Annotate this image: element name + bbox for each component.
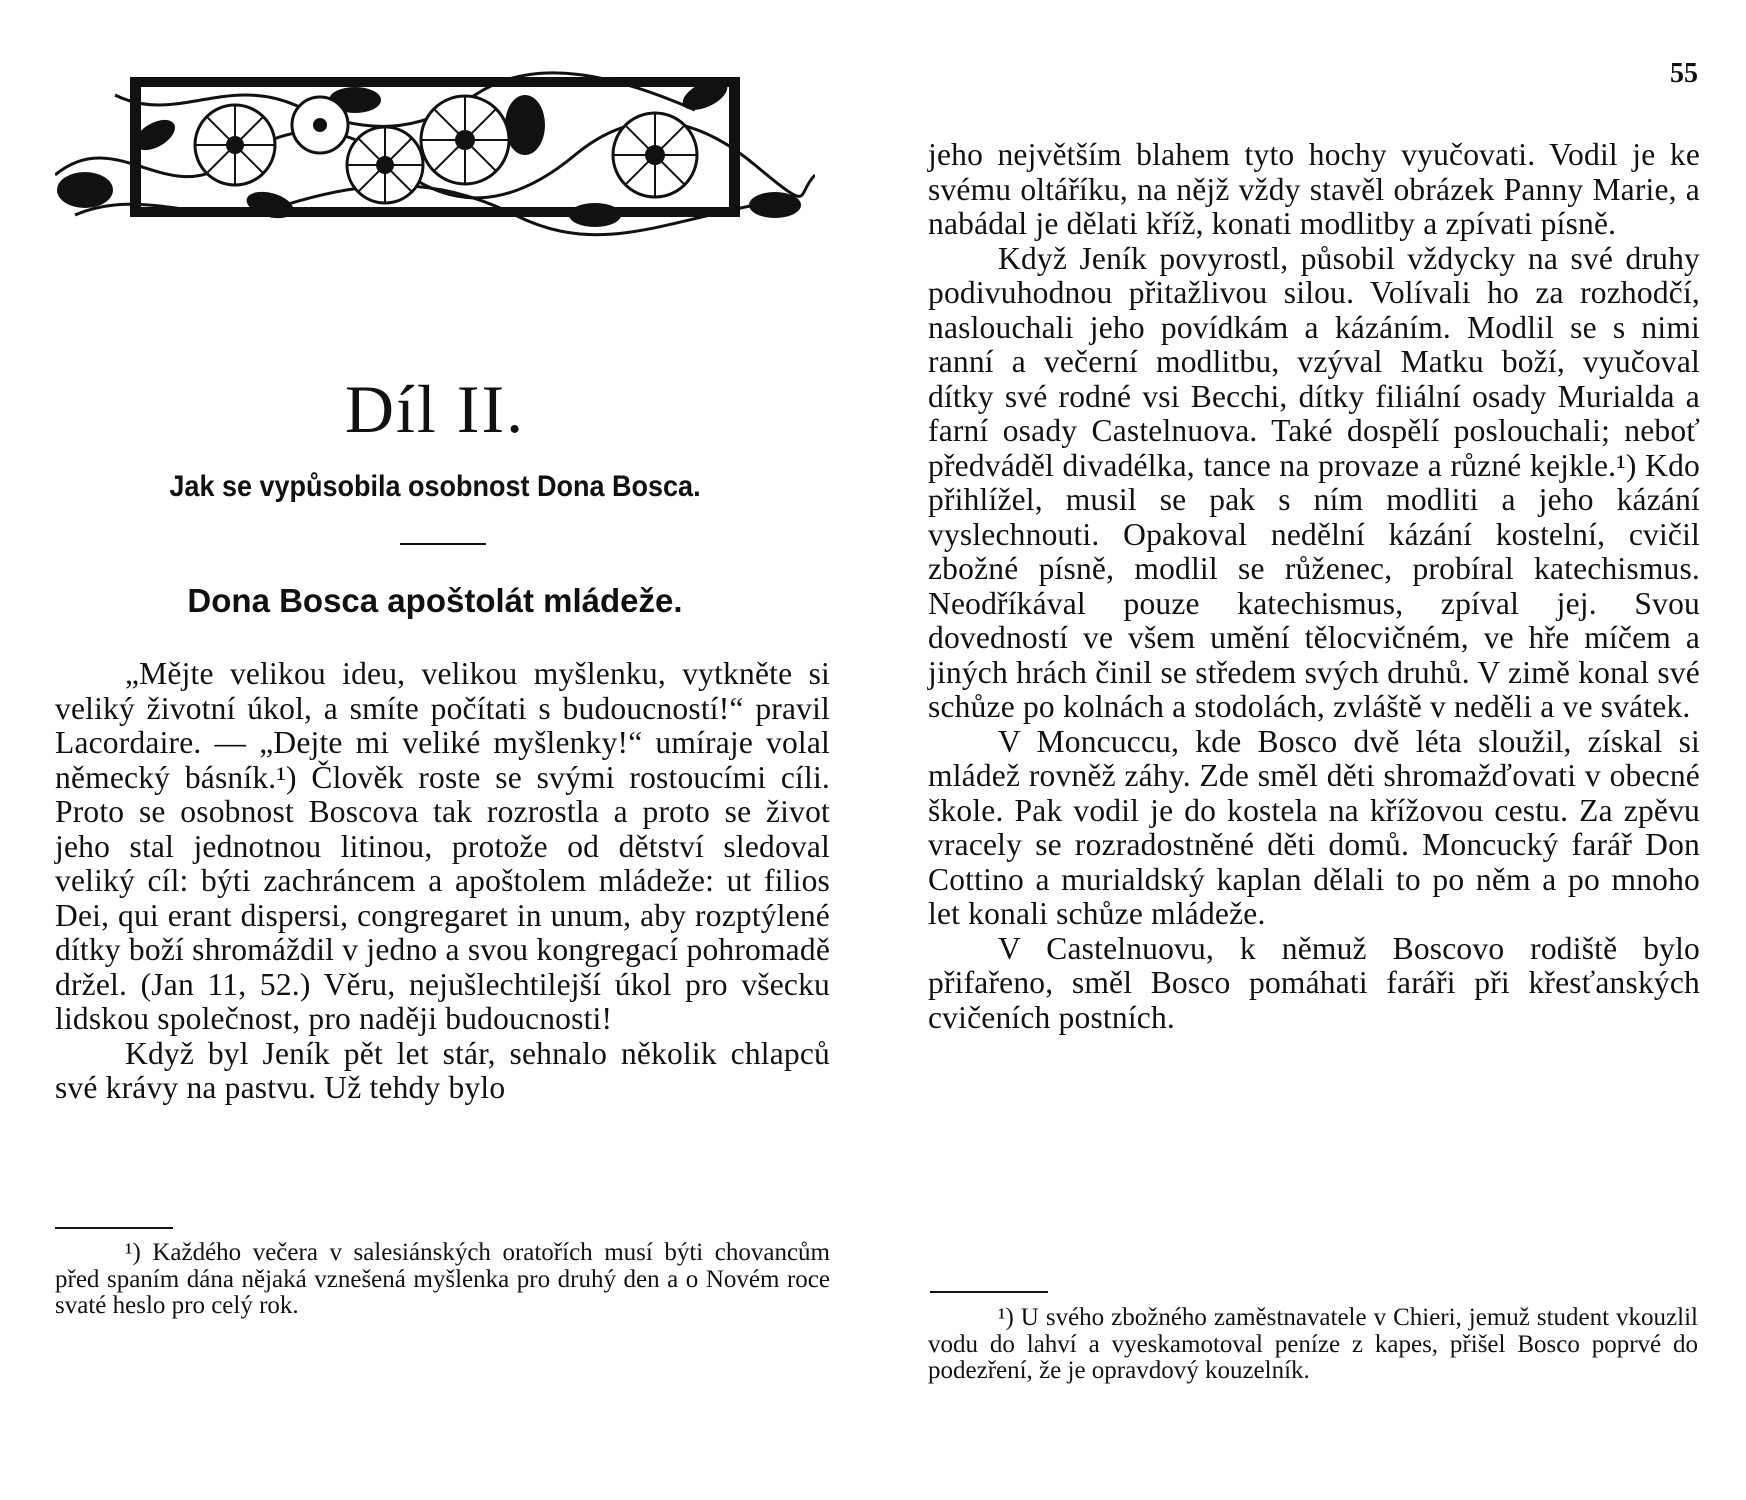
left-page <box>55 0 835 1500</box>
paragraph: jeho největším blahem tyto hochy vyučovati. Vodil je ke svému oltáříku, na nějž vždy stavěl obrázek Panny Marie, a nabádal je dělati kříž, konati modlitby a zpívati písně. <box>928 137 1700 241</box>
heading-divider <box>400 543 486 545</box>
left-footnote <box>55 1240 830 1320</box>
footnote-text: ¹) U svého zbožného zaměstnavatele v Chieri, jemuž student vkouzlil vodu do lahví a vyeskamotoval peníze z kapes, přišel Bosco poprvé do podezření, že je opravdový kouzelník. <box>928 1304 1698 1384</box>
paragraph: V Castelnuovu, k němuž Boscovo rodiště bylo přifařeno, směl Bosco pomáhati faráři při křesťanských cvičeních postních. <box>928 930 1700 1035</box>
paragraph: V Moncuccu, kde Bosco dvě léta sloužil, získal si mládež rovněž záhy. Zde směl děti shromažďovati v obecné škole. Pak vodil je do kostela na křížovou cestu. Za zpěvu vracely se rozradostněné děti domů. Moncucký farář Don Cottino a murialdský kaplan dělali to po něm a po mnoho let konali schůze mládeže. <box>928 723 1700 931</box>
right-body-text <box>928 138 1700 1035</box>
part-heading: Díl II. <box>344 371 526 447</box>
footnote-divider <box>55 1227 173 1229</box>
section-title: Dona Bosca apoštolát mládeže. <box>187 582 683 619</box>
page-number: 55 <box>1670 58 1698 89</box>
footnote-divider <box>930 1291 1048 1293</box>
right-footnote <box>928 1305 1698 1385</box>
floral-ornament-header <box>55 55 815 240</box>
paragraph: Když Jeník povyrostl, působil vždycky na své druhy podivuhodnou přitažlivou silou. Volívali ho za rozhodčí, naslouchali jeho povídkám a kázáním. Modlil se s nimi ranní a večerní modlitbu, vzýval Matku boží, vyučoval dítky své rodné vsi Becchi, dítky filiální osady Murialda a farní osady Castelnuova. Také dospělí poslouchali; neboť předváděl divadélka, tance na provaze a různé kejkle.¹) Kdo přihlížel, musil se pak s ním modliti a jeho kázání vyslechnouti. Opakoval nedělní kázání kostelní, cvičil zbožné písně, modlil se růženec, probíral katechismus. Neodříkával pouze katechismus, zpíval jej. Svou dovedností ve všem umění tělocvičném, ve hře míčem a jiných hrách činil se středem svých druhů. V zimě konal své schůze po kolnách a stodolách, zvláště v neděli a ve svátek. <box>928 240 1700 724</box>
footnote-text: ¹) Každého večera v salesiánských oratořích musí býti chovancům před spaním dána nějaká vznešená myšlenka pro druhý den a o Novém roce svaté heslo pro celý rok. <box>55 1239 830 1319</box>
left-body-text <box>55 657 830 1106</box>
paragraph: Když byl Jeník pět let stár, sehnalo několik chlapců své krávy na pastvu. Už tehdy bylo <box>55 1035 830 1105</box>
right-page <box>928 0 1704 1500</box>
part-subtitle: Jak se vypůsobila osobnost Dona Bosca. <box>169 470 701 503</box>
paragraph: „Mějte velikou ideu, velikou myšlenku, vytkněte si veliký životní úkol, a smíte počítati s budoucností!“ pravil Lacordaire. — „Dejte mi veliké myšlenky!“ umíraje volal německý básník.¹) Člověk roste se svými rostoucími cíli. Proto se osobnost Boscova tak rozrostla a proto se život jeho stal jednotnou litinou, protože od dětství sledoval veliký cíl: býti zachráncem a apoštolem mládeže: ut filios Dei, qui erant dispersi, congregaret in unum, aby rozptýlené dítky boží shromáždil v jedno a svou kongregací pohromadě držel. (Jan 11, 52.) Věru, nejušlechtilejší úkol pro všecku lidskou společnost, pro naději budoucnosti! <box>55 656 830 1036</box>
